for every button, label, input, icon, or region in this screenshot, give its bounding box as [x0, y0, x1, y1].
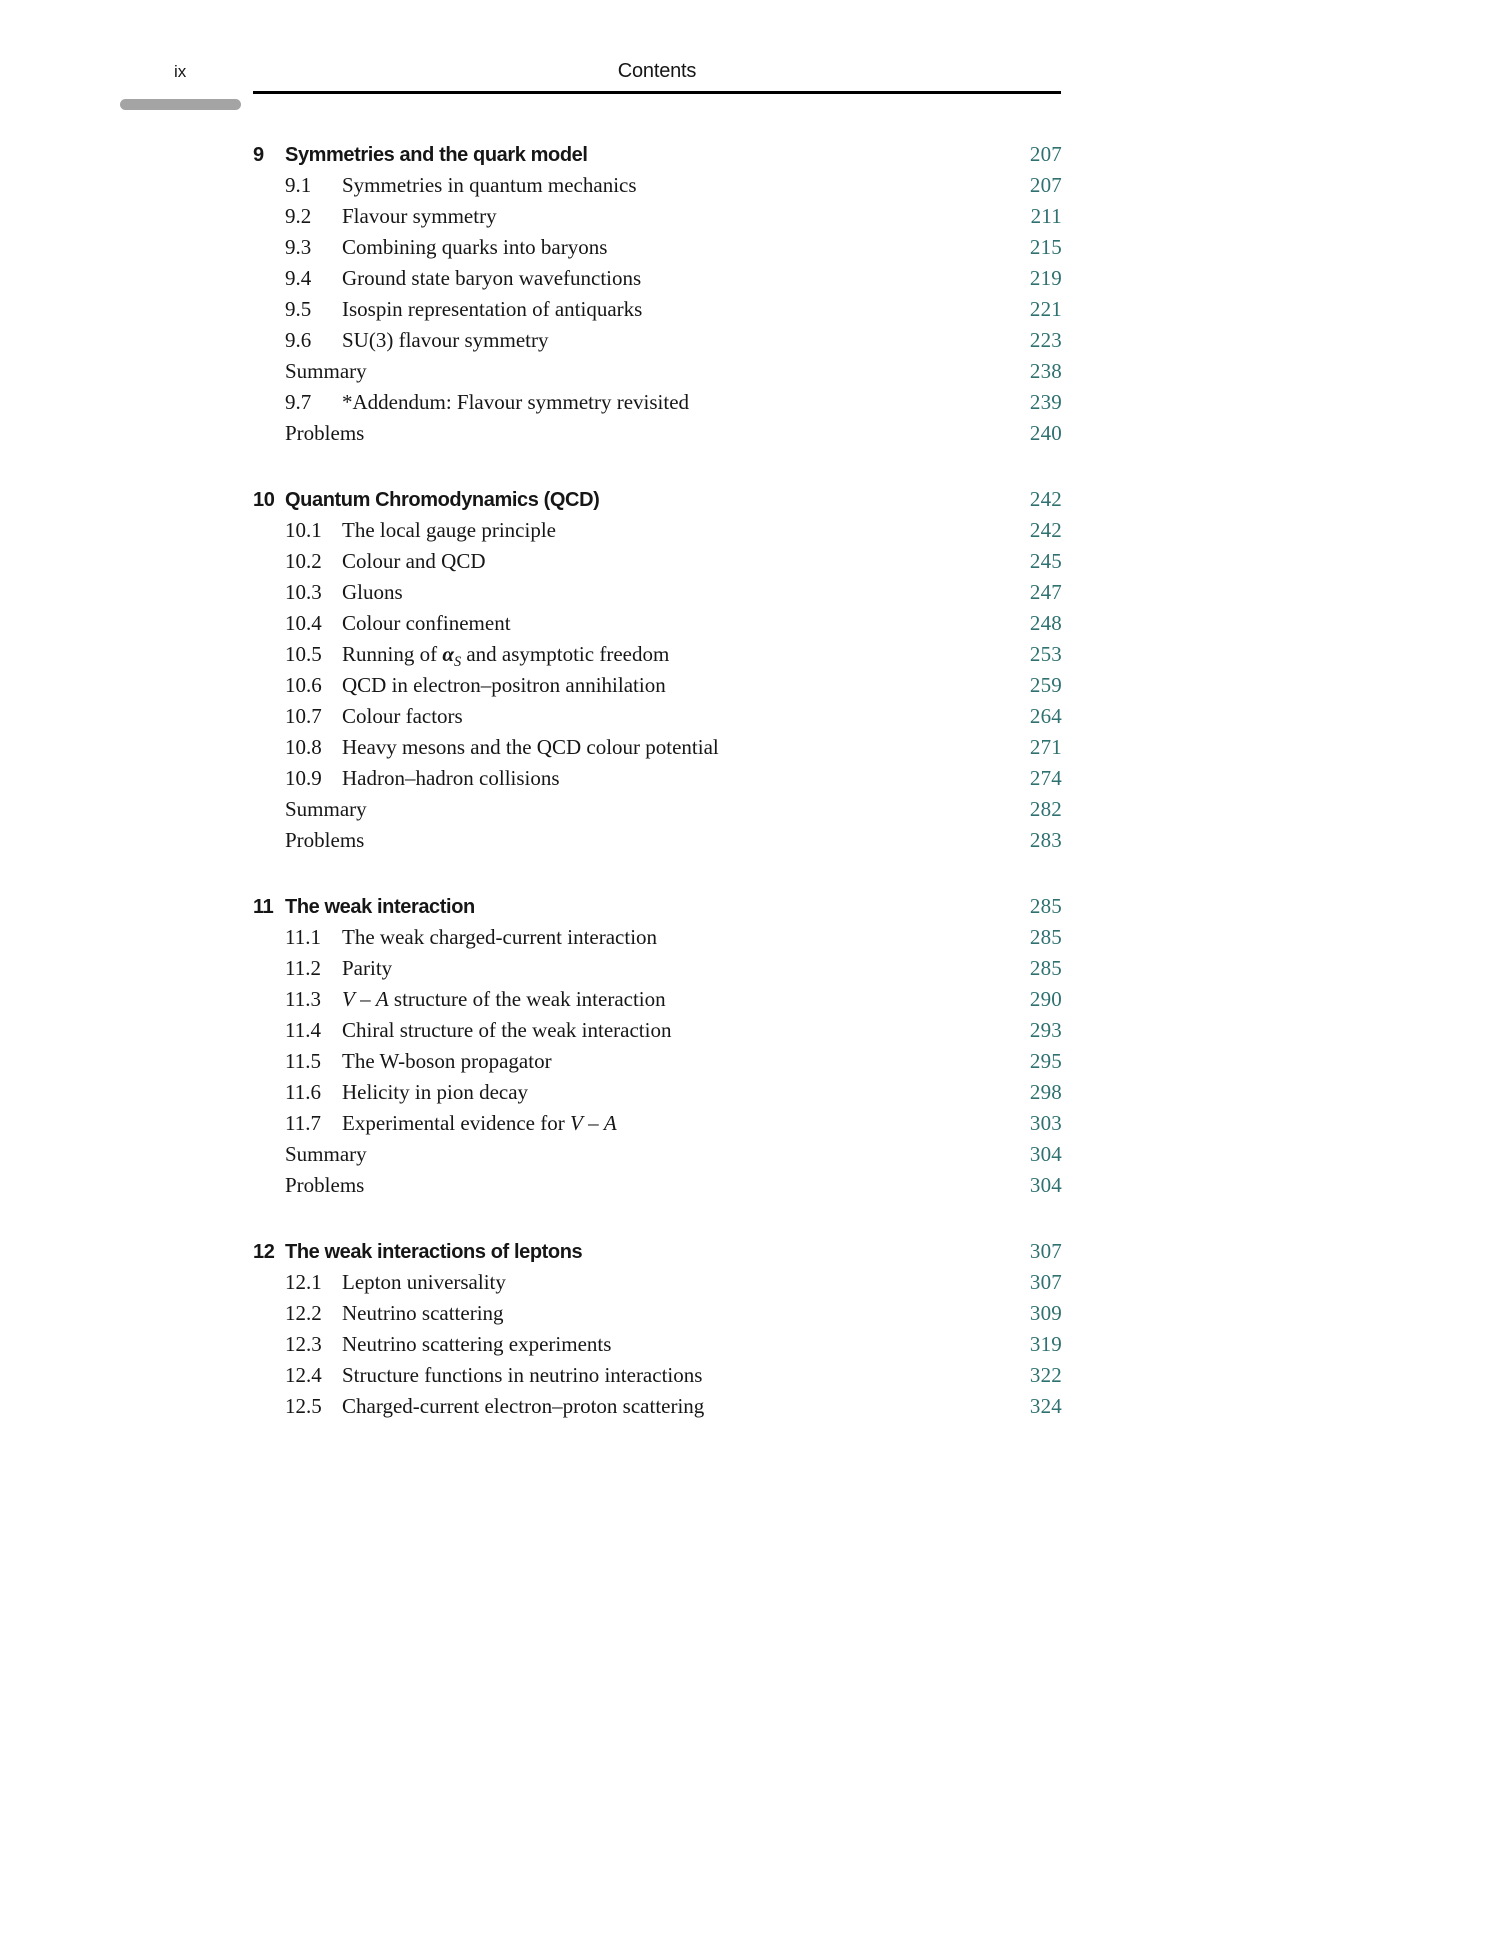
section-entry [253, 294, 1062, 325]
section-entry [253, 608, 1062, 639]
unnumbered-entry [253, 356, 1062, 387]
chapter-number: 10 [253, 489, 275, 511]
chapter-page-number: 207 [1029, 142, 1062, 166]
chapter-block [253, 1236, 1062, 1422]
section-entry [253, 1046, 1062, 1077]
section-page-number: 264 [1029, 704, 1062, 728]
chapter-number: 11 [253, 896, 274, 918]
section-number: 10.7 [285, 704, 322, 728]
section-number: 12.3 [285, 1332, 322, 1356]
section-number: 11.1 [285, 925, 321, 949]
section-title: Colour confinement [342, 611, 511, 635]
section-title: Heavy mesons and the QCD colour potential [342, 735, 719, 759]
section-page-number: 240 [1029, 421, 1062, 445]
section-page-number: 324 [1029, 1394, 1062, 1418]
section-number: 11.7 [285, 1111, 321, 1135]
section-page-number: 319 [1029, 1332, 1062, 1356]
section-entry [253, 670, 1062, 701]
section-title: Experimental evidence for V – A [342, 1111, 617, 1135]
section-number: 9.5 [285, 297, 312, 321]
unnumbered-entry [253, 1139, 1062, 1170]
section-entry [253, 639, 1062, 670]
chapter-title: Symmetries and the quark model [285, 144, 588, 166]
section-number: 9.1 [285, 173, 312, 197]
section-page-number: 293 [1029, 1018, 1062, 1042]
section-entry [253, 1108, 1062, 1139]
section-title: Combining quarks into baryons [342, 235, 608, 259]
section-number: 10.4 [285, 611, 322, 635]
chapter-number: 9 [253, 144, 264, 166]
section-page-number: 282 [1029, 797, 1062, 821]
section-title: QCD in electron–positron annihilation [342, 673, 666, 697]
section-page-number: 271 [1029, 735, 1062, 759]
section-entry [253, 263, 1062, 294]
section-entry [253, 1391, 1062, 1422]
section-page-number: 283 [1029, 828, 1062, 852]
section-page-number: 295 [1029, 1049, 1062, 1073]
section-entry [253, 953, 1062, 984]
section-number: 9.3 [285, 235, 312, 259]
section-number: 9.4 [285, 266, 312, 290]
section-page-number: 259 [1029, 673, 1062, 697]
section-number: 11.6 [285, 1080, 321, 1104]
chapter-block [253, 484, 1062, 856]
section-page-number: 304 [1029, 1142, 1062, 1166]
section-page-number: 242 [1029, 518, 1062, 542]
section-page-number: 285 [1029, 925, 1062, 949]
section-page-number: 207 [1029, 173, 1062, 197]
section-entry [253, 546, 1062, 577]
unnumbered-entry [253, 418, 1062, 449]
section-number: 12.4 [285, 1363, 322, 1387]
chapter-number: 12 [253, 1241, 275, 1263]
section-number: 9.7 [285, 390, 312, 414]
section-page-number: 238 [1029, 359, 1062, 383]
section-title: Problems [285, 1173, 365, 1197]
section-entry [253, 984, 1062, 1015]
section-entry [253, 170, 1062, 201]
section-entry [253, 1267, 1062, 1298]
section-entry [253, 387, 1062, 418]
section-title: Gluons [342, 580, 403, 604]
section-entry [253, 201, 1062, 232]
section-title: SU(3) flavour symmetry [342, 328, 549, 352]
section-page-number: 247 [1029, 580, 1062, 604]
section-title: Hadron–hadron collisions [342, 766, 560, 790]
section-title: Summary [285, 1142, 367, 1166]
section-number: 10.2 [285, 549, 322, 573]
section-number: 11.2 [285, 956, 321, 980]
section-title: Neutrino scattering experiments [342, 1332, 612, 1356]
section-title: Chiral structure of the weak interaction [342, 1018, 672, 1042]
unnumbered-entry [253, 794, 1062, 825]
section-page-number: 245 [1029, 549, 1062, 573]
header-rule [253, 91, 1061, 94]
section-entry [253, 763, 1062, 794]
section-number: 9.6 [285, 328, 312, 352]
chapter-page-number: 307 [1029, 1239, 1062, 1263]
chapter-title: Quantum Chromodynamics (QCD) [285, 489, 600, 511]
section-entry [253, 922, 1062, 953]
section-entry [253, 515, 1062, 546]
section-number: 11.4 [285, 1018, 321, 1042]
page-number-label: ix [174, 62, 187, 81]
section-entry [253, 732, 1062, 763]
section-entry [253, 1360, 1062, 1391]
chapter-title: The weak interaction [285, 896, 475, 918]
section-title: Problems [285, 421, 365, 445]
section-page-number: 253 [1029, 642, 1062, 666]
section-entry [253, 1015, 1062, 1046]
section-number: 12.2 [285, 1301, 322, 1325]
section-page-number: 303 [1029, 1111, 1062, 1135]
unnumbered-entry [253, 825, 1062, 856]
section-title: The local gauge principle [342, 518, 556, 542]
section-number: 10.5 [285, 642, 322, 666]
section-number: 9.2 [285, 204, 312, 228]
section-title: The W-boson propagator [342, 1049, 552, 1073]
chapter-block [253, 891, 1062, 1201]
section-entry [253, 1077, 1062, 1108]
chapter-entry [253, 1236, 1062, 1267]
section-title: Symmetries in quantum mechanics [342, 173, 637, 197]
section-page-number: 248 [1029, 611, 1062, 635]
section-page-number: 309 [1029, 1301, 1062, 1325]
section-title: Flavour symmetry [342, 204, 497, 228]
section-page-number: 223 [1029, 328, 1062, 352]
section-title: Summary [285, 797, 367, 821]
section-number: 10.9 [285, 766, 322, 790]
section-page-number: 221 [1029, 297, 1062, 321]
chapter-block [253, 139, 1062, 449]
section-title: Parity [342, 956, 393, 980]
section-page-number: 322 [1029, 1363, 1062, 1387]
section-title: Lepton universality [342, 1270, 506, 1294]
section-number: 12.5 [285, 1394, 322, 1418]
section-title: Structure functions in neutrino interactions [342, 1363, 703, 1387]
section-number: 11.3 [285, 987, 321, 1011]
section-page-number: 290 [1029, 987, 1062, 1011]
section-page-number: 298 [1029, 1080, 1062, 1104]
section-number: 10.3 [285, 580, 322, 604]
unnumbered-entry [253, 1170, 1062, 1201]
section-number: 10.8 [285, 735, 322, 759]
section-page-number: 215 [1029, 235, 1062, 259]
section-title: The weak charged-current interaction [342, 925, 658, 949]
running-header-title: Contents [617, 60, 697, 82]
section-page-number: 211 [1030, 204, 1062, 228]
chapter-page-number: 242 [1029, 487, 1062, 511]
section-entry [253, 1298, 1062, 1329]
section-number: 10.6 [285, 673, 322, 697]
section-title: Isospin representation of antiquarks [342, 297, 643, 321]
section-title: Neutrino scattering [342, 1301, 504, 1325]
section-entry [253, 577, 1062, 608]
section-page-number: 274 [1029, 766, 1062, 790]
chapter-entry [253, 484, 1062, 515]
section-page-number: 219 [1029, 266, 1062, 290]
section-number: 10.1 [285, 518, 322, 542]
toc [253, 139, 1062, 1422]
section-page-number: 304 [1029, 1173, 1062, 1197]
section-title: Problems [285, 828, 365, 852]
section-title: Colour and QCD [342, 549, 486, 573]
margin-tab-bar [120, 99, 241, 110]
section-page-number: 285 [1029, 956, 1062, 980]
section-page-number: 239 [1029, 390, 1062, 414]
section-title: Colour factors [342, 704, 463, 728]
section-title: Summary [285, 359, 367, 383]
section-entry [253, 325, 1062, 356]
section-entry [253, 232, 1062, 263]
section-title: Running of $\alpha_S$ and asymptotic freedom [342, 642, 670, 671]
section-title: *Addendum: Flavour symmetry revisited [342, 390, 690, 414]
section-number: 11.5 [285, 1049, 321, 1073]
section-entry [253, 1329, 1062, 1360]
section-page-number: 307 [1029, 1270, 1062, 1294]
section-title: V – A structure of the weak interaction [342, 987, 666, 1011]
chapter-title: The weak interactions of leptons [285, 1241, 583, 1263]
chapter-page-number: 285 [1029, 894, 1062, 918]
section-number: 12.1 [285, 1270, 322, 1294]
section-title: Charged-current electron–proton scattering [342, 1394, 705, 1418]
section-title: Helicity in pion decay [342, 1080, 529, 1104]
chapter-entry [253, 139, 1062, 170]
section-title: Ground state baryon wavefunctions [342, 266, 642, 290]
section-entry [253, 701, 1062, 732]
chapter-entry [253, 891, 1062, 922]
